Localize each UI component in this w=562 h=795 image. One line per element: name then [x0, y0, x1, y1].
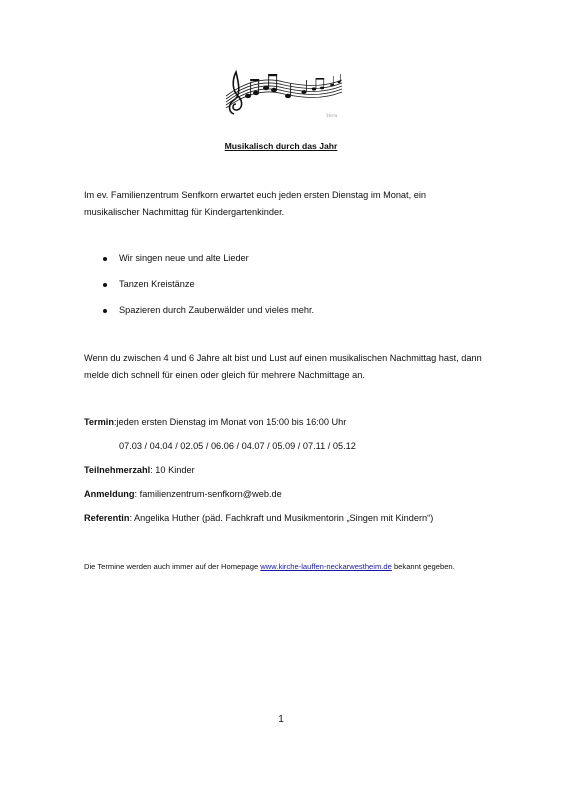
- bullet-icon: [103, 309, 107, 313]
- list-item: Spazieren durch Zauberwälder und vieles mehr.: [84, 304, 314, 317]
- teilnehmer-value: : 10 Kinder: [150, 465, 195, 475]
- termin-value: :jeden ersten Dienstag im Monat von 15:00 bis 16:00 Uhr: [113, 417, 347, 427]
- teilnehmer-line: [84, 464, 195, 477]
- anmeldung-label: Anmeldung: [84, 489, 135, 499]
- music-notes-icon: [222, 66, 346, 120]
- logo-signature: Vera: [326, 113, 338, 119]
- homepage-link[interactable]: www.kirche-lauffen-neckarwestheim.de: [260, 562, 392, 571]
- referentin-line: [84, 512, 433, 525]
- footer-note: Die Termine werden auch immer auf der Homepage www.kirche-lauffen-neckarwestheim.de bekannt gegeben.: [84, 562, 455, 571]
- termin-line: [84, 416, 346, 429]
- bullet-icon: [103, 257, 107, 261]
- page-title: Musikalisch durch das Jahr: [224, 141, 338, 151]
- page-number: 1: [278, 714, 284, 725]
- list-item: Tanzen Kreistänze: [84, 278, 314, 291]
- activity-list: [84, 252, 314, 330]
- termin-label: Termin: [84, 417, 114, 427]
- teilnehmer-label: Teilnehmerzahl: [84, 465, 151, 475]
- referentin-value: : Angelika Huther (päd. Fachkraft und Musikmentorin „Singen mit Kindern“): [129, 513, 434, 523]
- dates-line: 07.03 / 04.04 / 02.05 / 06.06 / 04.07 / 05.09 / 07.11 / 05.12: [119, 441, 356, 451]
- intro-paragraph: Im ev. Familienzentrum Senfkorn erwartet euch jeden ersten Dienstag im Monat, ein musikalischer Nachmittag für Kindergartenkinder.: [84, 190, 426, 217]
- referentin-label: Referentin: [84, 513, 130, 523]
- anmeldung-value: : familienzentrum-senfkorn@web.de: [134, 489, 282, 499]
- anmeldung-line: [84, 488, 282, 501]
- invite-paragraph: Wenn du zwischen 4 und 6 Jahre alt bist und Lust auf einen musikalischen Nachmittag hast, dann melde dich schnell für einen oder gleich für mehrere Nachmittage an.: [84, 353, 482, 380]
- list-item: Wir singen neue und alte Lieder: [84, 252, 314, 265]
- bullet-icon: [103, 283, 107, 287]
